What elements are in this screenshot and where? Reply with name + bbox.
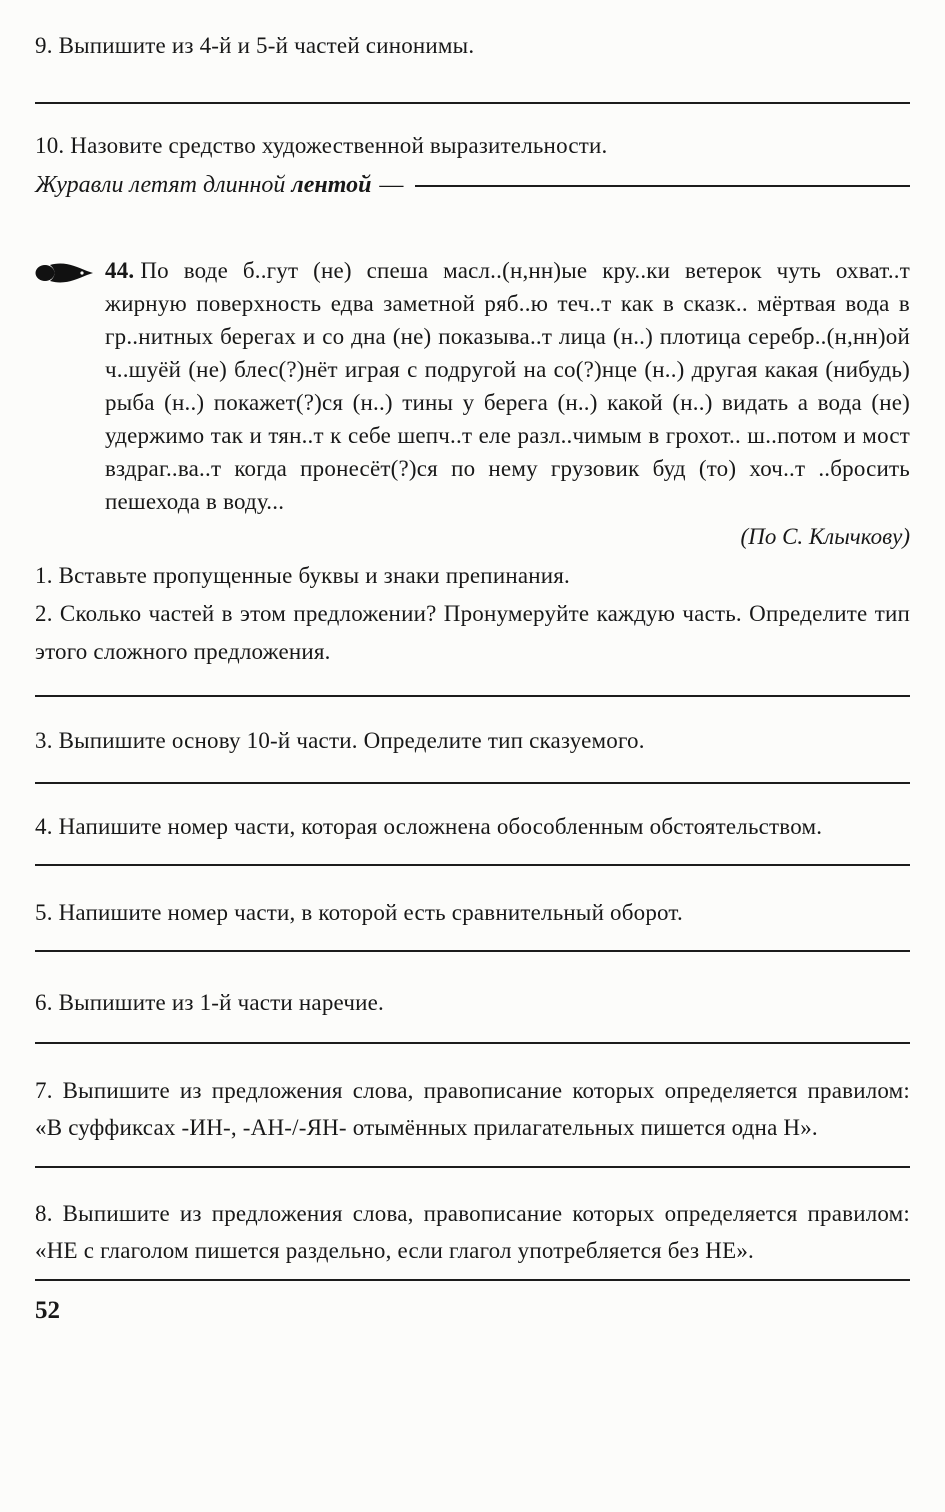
- exercise-44-text: [105, 254, 910, 518]
- question-10: [35, 130, 910, 162]
- question-9-text: 9. Выпишите из 4-й и 5-й частей синонимы.: [35, 33, 475, 58]
- task-4-text: 4. Напишите номер части, которая осложнена обособленным обстоятельством.: [35, 814, 823, 839]
- answer-line-8: [35, 1279, 910, 1281]
- task-6: [35, 984, 910, 1022]
- page-number: 52: [35, 1297, 60, 1324]
- quote-dash: —: [379, 172, 404, 198]
- exercise-44: [35, 254, 910, 518]
- quote-bold-word: лентой: [291, 172, 372, 198]
- exercise-body: По воде б..гут (не) спеша масл..(н,нн)ые кру..ки ветерок чуть охват..т жирную поверхность едва заметной ряб..ю теч..т как в сказк.. мёртвая вода в гр..нитных берегах и со дна (не) показыва..т лица (н..) плотица серебр..(н,нн)ой ч..шуёй (не) блес(?)нёт играя с подругой на со(?)нце (н..) другая какая (нибудь) рыба (н..) покажет(?)ся (н..) тины у берега (н..) какой (н..) видать а вода (не) удержимо так и тян..т к себе шепч..т еле разл..чимым в грохот.. ш..потом и мост вздраг..ва..т когда пронесёт(?)ся по нему грузовик буд (то) хоч..т ..бросить пешехода в воду...: [105, 258, 910, 514]
- task-1-text: 1. Вставьте пропущенные буквы и знаки препинания.: [35, 563, 570, 588]
- question-10-text: 10. Назовите средство художественной выразительности.: [35, 133, 608, 158]
- answer-line-6: [35, 1042, 910, 1044]
- attribution: (По С. Клычкову): [740, 524, 910, 549]
- answer-line-2: [35, 695, 910, 697]
- task-2-text: 2. Сколько частей в этом предложении? Пронумеруйте каждую часть. Определите тип этого сложного предложения.: [35, 601, 910, 664]
- task-7: [35, 1072, 910, 1146]
- task-4: [35, 808, 910, 846]
- task-5: [35, 894, 910, 932]
- task-1: [35, 557, 910, 595]
- quote-line: [35, 168, 910, 202]
- pen-icon: [35, 254, 105, 293]
- task-5-text: 5. Напишите номер части, в которой есть сравнительный оборот.: [35, 900, 683, 925]
- answer-line-5: [35, 950, 910, 952]
- task-3: [35, 722, 910, 760]
- answer-line-7: [35, 1166, 910, 1168]
- task-7-text: 7. Выпишите из предложения слова, правописание которых определяется правилом: «В суффиксах -ИН-, -АН-/-ЯН- отымённых прилагательных пишется одна Н».: [35, 1078, 910, 1140]
- answer-line-quote: [415, 185, 910, 187]
- task-3-text: 3. Выпишите основу 10-й части. Определите тип сказуемого.: [35, 728, 645, 753]
- task-2: [35, 595, 910, 671]
- task-6-text: 6. Выпишите из 1-й части наречие.: [35, 990, 384, 1015]
- answer-line-4: [35, 864, 910, 866]
- quote-text: Журавли летят длинной: [35, 172, 286, 198]
- task-8-text: 8. Выпишите из предложения слова, правописание которых определяется правилом: «НЕ с глаголом пишется раздельно, если глагол употребляется без НЕ».: [35, 1201, 910, 1263]
- answer-line-3: [35, 782, 910, 784]
- question-9: [35, 30, 910, 62]
- exercise-number: 44.: [105, 258, 135, 283]
- answer-line-1: [35, 102, 910, 104]
- task-8: [35, 1195, 910, 1269]
